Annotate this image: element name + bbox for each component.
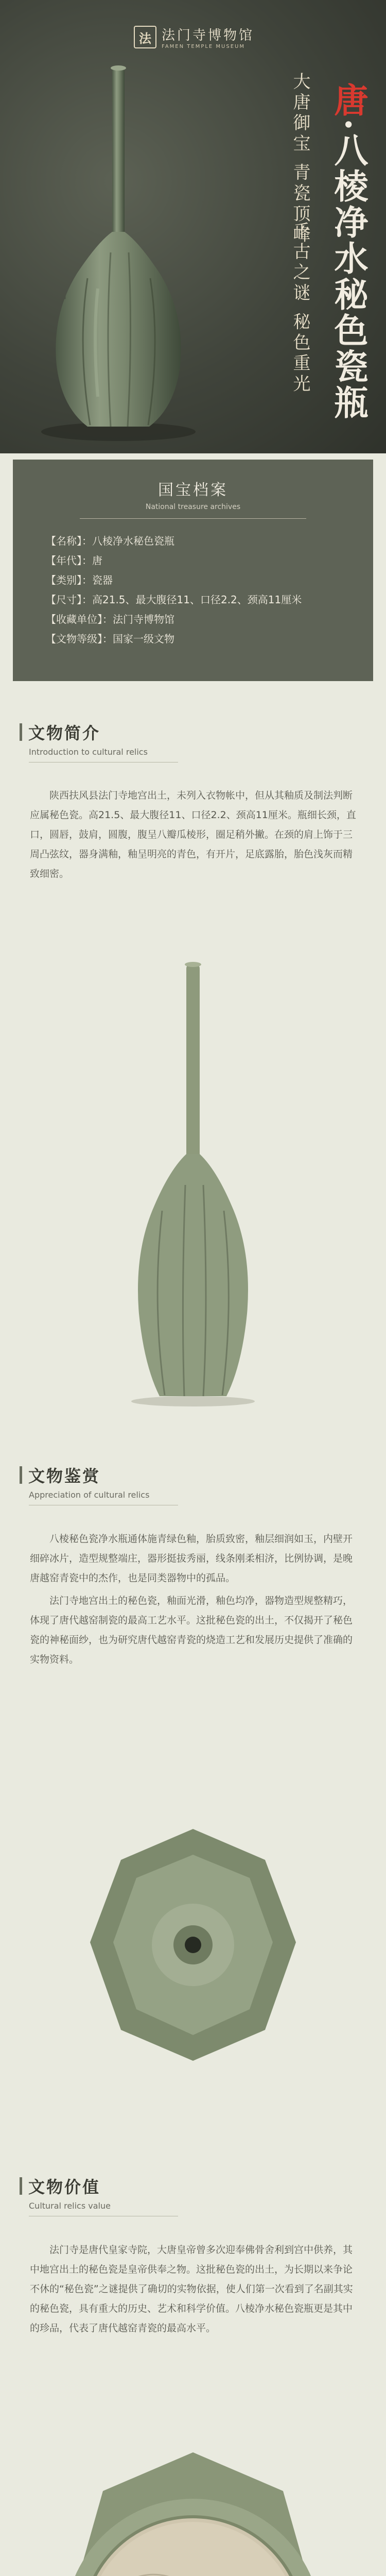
value-title: 文物价值 [28, 2177, 101, 2197]
value-subtitle: Cultural relics value [29, 2201, 111, 2211]
appreciation-paragraph-1: 八棱秘色瓷净水瓶通体施青绿色釉，胎质致密，釉层细润如玉，内壁开细碎冰片，造型规整端庄，器形挺拔秀丽，线条刚柔相济，比例协调，是晚唐越窑青瓷中的杰作，也是同类器物中的孤品。 [30, 1533, 353, 1584]
heading-bar [20, 723, 22, 741]
logo-name-cn: 法门寺博物馆 [162, 28, 255, 43]
heading-bar [20, 2177, 22, 2195]
vase-base-view-image [46, 2432, 340, 2576]
appreciation-title: 文物鉴赏 [28, 1466, 101, 1486]
vase-top-view-image [46, 1788, 340, 2117]
archive-row-collection: 【收藏单位】：法门寺博物馆 [46, 613, 174, 625]
logo-icon: 法 [134, 26, 156, 48]
vase-side-image [46, 943, 340, 1422]
hero-title-accent: 唐 [328, 82, 369, 118]
hero-banner [0, 0, 386, 453]
archive-row-grade: 【文物等级】：国家一级文物 [46, 633, 174, 645]
archive-list [13, 519, 373, 649]
hero-subtitle-2: 千古之谜 秘色重光 [290, 222, 310, 395]
archive-subtitle: National treasure archives [145, 503, 241, 511]
logo-name-en: FAMEN TEMPLE MUSEUM [162, 44, 245, 49]
hero-vase-image [21, 46, 216, 448]
appreciation-subtitle: Appreciation of cultural relics [29, 1490, 150, 1500]
hero-title-main: ·八棱净水秘色瓷瓶 [328, 118, 369, 421]
archive-title: 国宝档案 [158, 481, 228, 499]
value-text-block [30, 2240, 356, 2341]
hero-subtitle-1: 大唐御宝 青瓷顶峰 [290, 72, 310, 246]
value-paragraph: 法门寺是唐代皇家寺院，大唐皇帝曾多次迎奉佛骨舍利到宫中供养，其中地宫出土的秘色瓷是皇帝供奉之物。这批秘色瓷的出土，为长期以来争论不休的“秘色瓷”之谜提供了确切的实物依据，使人们第一次看到了名副其实的秘色瓷，具有重大的历史、艺术和科学价值。八棱净水秘色瓷瓶更是其中的珍品，代表了唐代越窑青瓷的最高水平。 [30, 2244, 353, 2334]
archive-row-era: 【年代】：唐 [46, 554, 102, 567]
intro-subtitle: Introduction to cultural relics [29, 747, 148, 757]
appreciation-text-block [30, 1529, 356, 1672]
heading-bar [20, 1466, 22, 1484]
archive-row-name: 【名称】：八棱净水秘色瓷瓶 [46, 535, 174, 547]
appreciation-paragraph-2: 法门寺地宫出土的秘色瓷，釉面光滑，釉色均净，器物造型规整精巧，体现了唐代越窑制瓷的最高工艺水平。这批秘色瓷的出土，不仅揭开了秘色瓷的神秘面纱，也为研究唐代越窑青瓷的烧造工艺和发展历史提供了准确的实物资料。 [30, 1595, 353, 1665]
hero-title [322, 82, 369, 421]
intro-text-block [30, 786, 356, 887]
value-heading [20, 2174, 370, 2216]
archive-card [13, 460, 373, 681]
appreciation-heading [20, 1463, 370, 1505]
archive-row-size: 【尺寸】：高21.5、最大腹径11、口径2.2、颈高11厘米 [46, 594, 302, 606]
intro-heading [20, 720, 370, 762]
archive-row-category: 【类别】：瓷器 [46, 574, 113, 586]
intro-paragraph: 陕西扶风县法门寺地宫出土，未列入衣物帐中，但从其釉质及制法判断应属秘色瓷。高21.5、最大腹径11、口径2.2、颈高11厘米。瓶细长颈，直口，圆唇，鼓肩，圆腹，腹呈八瓣瓜棱形，圈足稍外撇。在颈的肩上饰于三周凸弦纹，器身满釉，釉呈明亮的青色，有开片，足底露胎，胎色浅灰而精致细密。 [30, 790, 356, 879]
intro-title: 文物简介 [28, 723, 101, 743]
